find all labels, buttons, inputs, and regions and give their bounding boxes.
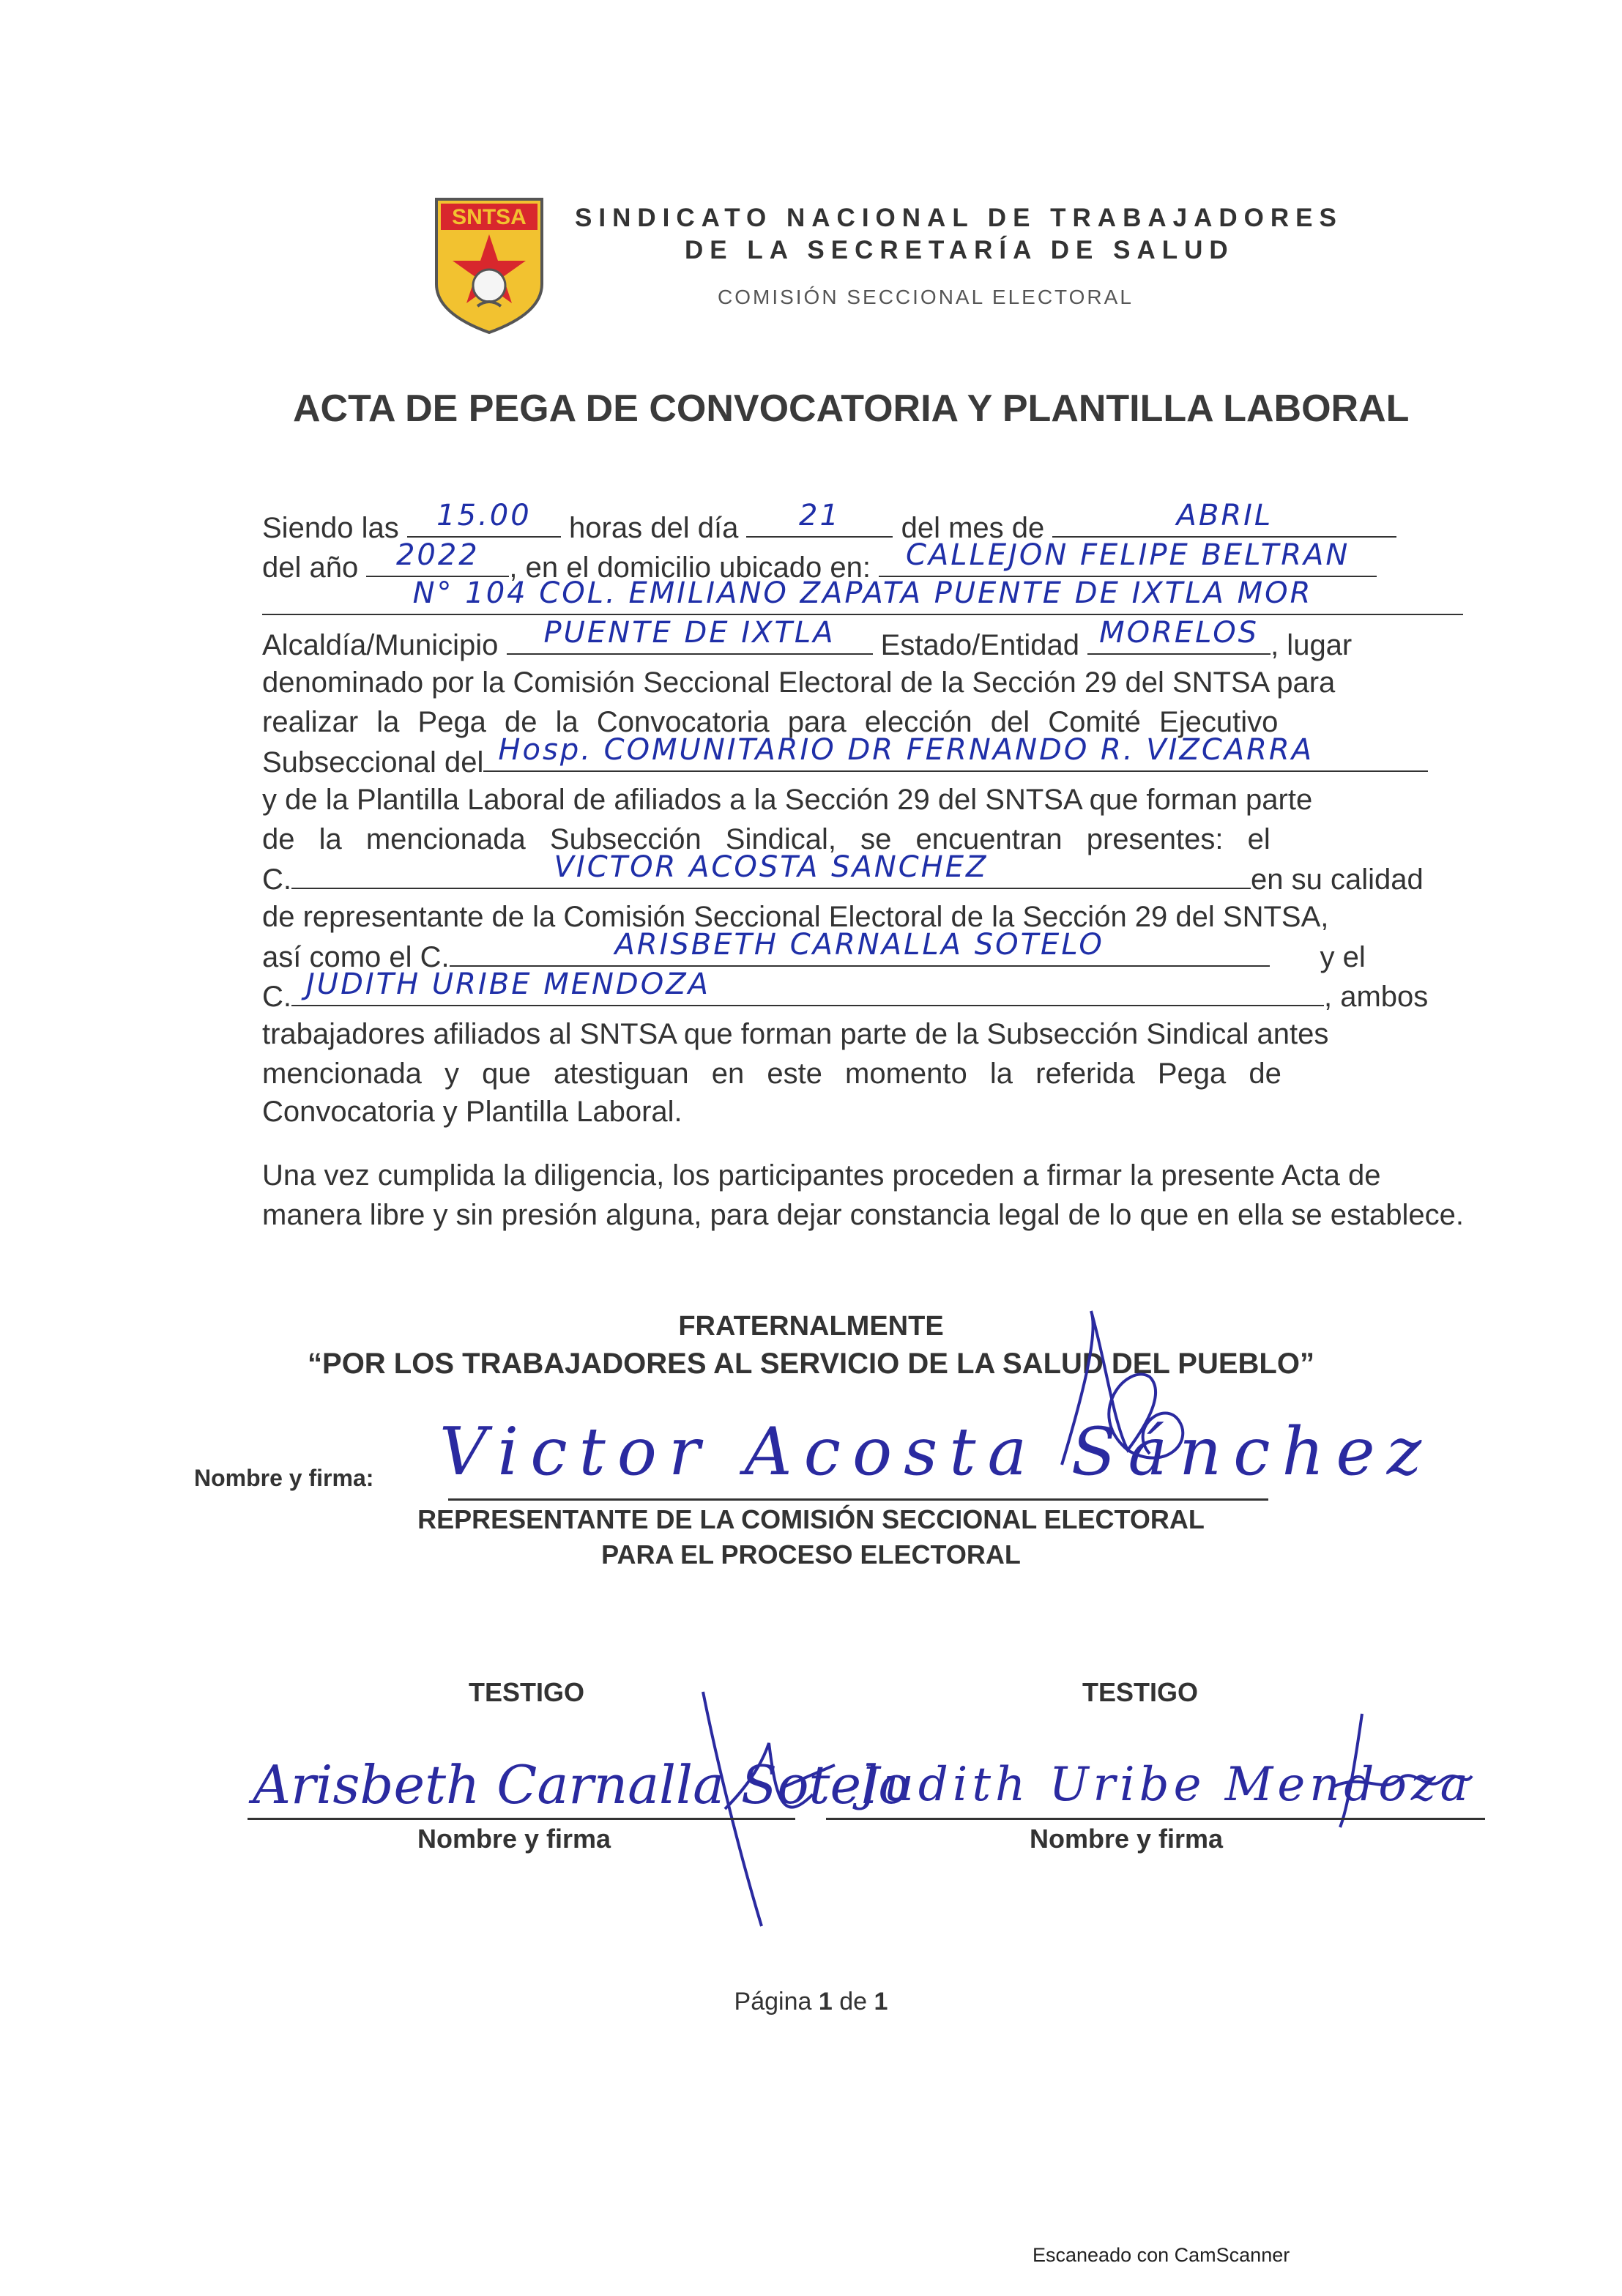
form-line-11: de representante de la Comisión Seccional Electoral de la Sección 29 del SNTSA, <box>262 901 1329 933</box>
form-line-8: y de la Plantilla Laboral de afiliados a la Sección 29 del SNTSA que forman parte <box>262 784 1313 816</box>
estado-field: MORELOS <box>1087 624 1271 655</box>
document-title: ACTA DE PEGA DE CONVOCATORIA Y PLANTILLA LABORAL <box>293 387 1410 430</box>
representante-title-line1: REPRESENTANTE DE LA COMISIÓN SECCIONAL ELECTORAL <box>417 1504 1205 1534</box>
form-line-2: del año 2022 , en el domicilio ubicado en: CALLEJON FELIPE BELTRAN <box>262 546 1467 587</box>
dia-field: 21 <box>746 507 893 538</box>
org-name-line1: SINDICATO NACIONAL DE TRABAJADORES <box>575 204 1343 232</box>
closing-paragraph: Una vez cumplida la diligencia, los participantes proceden a firmar la presente Acta de manera libre y sin presión alguna, para dejar constancia legal de lo que en ella se establece. <box>262 1159 1465 1231</box>
domicilio-field-1: CALLEJON FELIPE BELTRAN <box>879 546 1377 577</box>
nombre-firma-left: Nombre y firma <box>417 1824 611 1854</box>
page-number: Página 1 de 1 <box>734 1988 888 2015</box>
form-line-9: de la mencionada Subsección Sindical, se encuentran presentes: el <box>262 823 1271 855</box>
signature-testigo-left: Arisbeth Carnalla Sotelo <box>253 1754 910 1816</box>
org-subtitle: COMISIÓN SECCIONAL ELECTORAL <box>718 286 1134 308</box>
form-line-7: Subseccional del Hosp. COMUNITARIO DR FERNANDO R. VIZCARRA <box>262 741 1467 781</box>
form-line-4: Alcaldía/Municipio PUENTE DE IXTLA Estado/Entidad MORELOS , lugar <box>262 616 1353 661</box>
anio-field: 2022 <box>366 546 509 577</box>
form-line-13: C. JUDITH URIBE MENDOZA , ambos <box>262 967 1429 1013</box>
subseccional-field: Hosp. COMUNITARIO DR FERNANDO R. VIZCARRA <box>483 741 1428 772</box>
signature-line-right <box>826 1818 1485 1820</box>
nombre-firma-right: Nombre y firma <box>1030 1824 1224 1854</box>
form-line-16: Convocatoria y Plantilla Laboral. <box>262 1096 682 1128</box>
form-line-5: denominado por la Comisión Seccional Electoral de la Sección 29 del SNTSA para <box>262 666 1336 699</box>
signature-testigo-right: Judith Uribe Mendoza <box>860 1758 1473 1812</box>
municipio-field: PUENTE DE IXTLA <box>507 624 873 655</box>
form-line-1: Siendo las 15.00 horas del día 21 del mes de ABRIL <box>262 507 1467 547</box>
signature-flourish-right <box>1318 1706 1479 1831</box>
signature-representante: Victor Acosta Sánchez <box>439 1413 1434 1490</box>
signature-line-left <box>248 1818 795 1820</box>
testigo-label-right: TESTIGO <box>1082 1677 1199 1707</box>
form-line-10: C. VICTOR ACOSTA SANCHEZ en su calidad <box>262 850 1424 896</box>
domicilio-field-2: N° 104 COL. EMILIANO ZAPATA PUENTE DE IXTLA MOR <box>262 584 1463 615</box>
nombre-firma-label: Nombre y firma: <box>194 1465 374 1491</box>
logo-lettering: SNTSA <box>452 205 527 229</box>
mes-field: ABRIL <box>1052 507 1396 538</box>
hora-field: 15.00 <box>407 507 561 538</box>
form-line-15: mencionada y que atestiguan en este momento la referida Pega de <box>262 1058 1281 1090</box>
org-name-line2: DE LA SECRETARÍA DE SALUD <box>685 236 1235 264</box>
testigo1-field: ARISBETH CARNALLA SOTELO <box>450 936 1270 967</box>
form-line-14: trabajadores afiliados al SNTSA que forman parte de la Subsección Sindical antes <box>262 1018 1329 1050</box>
testigo-label-left: TESTIGO <box>469 1677 585 1707</box>
representante-field: VICTOR ACOSTA SANCHEZ <box>291 858 1251 889</box>
testigo2-field: JUDITH URIBE MENDOZA <box>291 976 1324 1006</box>
signature-flourish-main <box>1040 1304 1201 1494</box>
signature-line-representante <box>448 1498 1268 1501</box>
fraternalmente-heading: FRATERNALMENTE <box>678 1311 944 1342</box>
motto: “POR LOS TRABAJADORES AL SERVICIO DE LA SALUD DEL PUEBLO” <box>308 1348 1314 1380</box>
form-line-6: realizar la Pega de la Convocatoria para elección del Comité Ejecutivo <box>262 706 1279 738</box>
sntsa-logo <box>431 196 548 335</box>
representante-title-line2: PARA EL PROCESO ELECTORAL <box>601 1539 1021 1569</box>
scanner-footer: Escaneado con CamScanner <box>1033 2244 1290 2266</box>
signature-flourish-left <box>696 1677 842 1941</box>
form-line-12: así como el C. ARISBETH CARNALLA SOTELO y el <box>262 928 1366 973</box>
